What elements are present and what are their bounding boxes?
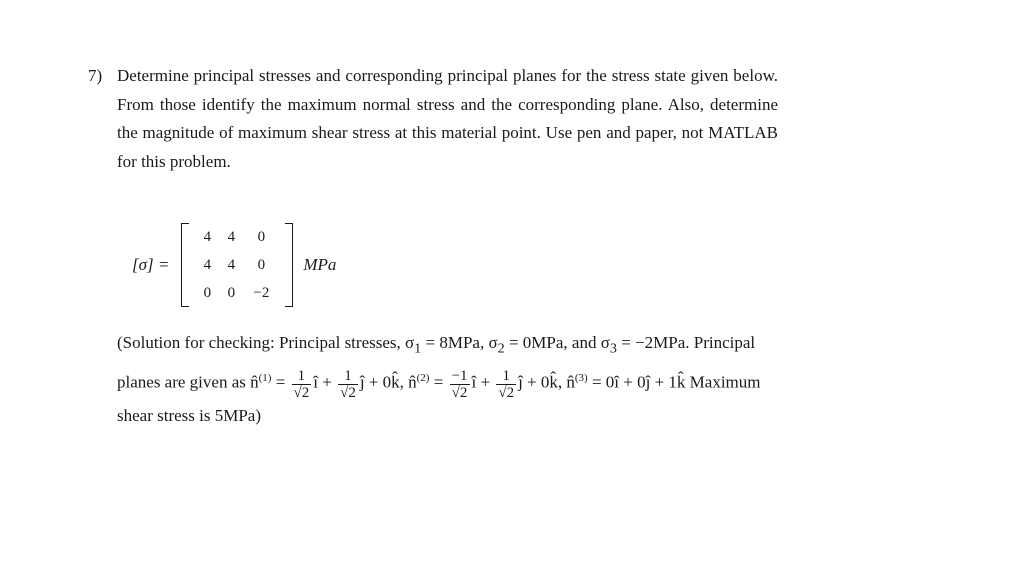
fraction [450,368,470,401]
numerator: 1 [292,368,312,385]
matrix-lhs: [σ] = [132,255,170,274]
matrix-cell: 0 [257,229,266,245]
numerator: 1 [338,368,358,385]
matrix-cell: 4 [203,229,212,245]
solution-part: î + [313,373,337,393]
denominator: √2 [498,384,515,401]
fraction [496,368,516,401]
numerator: −1 [451,367,468,384]
matrix-cell: 0 [227,285,236,301]
matrix-cell: 0 [257,257,266,273]
fraction [292,368,312,401]
solution-part: = [271,373,290,393]
solution-part: ĵ + 0k̂, n̂ [359,373,417,393]
solution-part: ĵ + 0k̂, n̂ [518,373,575,393]
solution-part: = −2MPa. Principal planes are given as n̂ [117,333,756,393]
solution-part: î + [471,373,491,393]
matrix-cell: 4 [203,257,212,273]
superscript: (2) [416,372,430,385]
solution-text [117,328,777,431]
solution-part: = 0î + 0ĵ + 1k̂ Maximum shear stress is 5MPa) [117,373,761,425]
denominator: √2 [451,384,468,401]
subscript: 2 [497,340,505,357]
matrix-cell: 0 [203,285,212,301]
problem-number: 7) [88,66,103,85]
matrix-cell: 4 [227,257,236,273]
right-bracket [285,223,293,307]
matrix-unit: MPa [303,255,337,274]
solution-part: = 0MPa, and σ [504,333,610,352]
solution-part: (Solution for checking: Principal stresses, σ [117,333,415,352]
fraction [338,368,358,401]
numerator: 1 [496,368,516,385]
solution-part: = [429,373,448,393]
superscript: (3) [574,372,588,385]
problem-statement [88,62,778,176]
denominator: √2 [340,384,356,401]
denominator: √2 [293,384,310,401]
subscript: 3 [609,340,617,357]
problem-text: Determine principal stresses and corresponding principal planes for the stress state given below. From those identify the maximum normal stress and the corresponding plane. Also, determine the magnitude of maximum shear stress at this material point. Use pen and paper, not MATLAB for this problem. [117,66,778,171]
matrix-cell: 4 [227,229,236,245]
subscript: 1 [414,340,422,357]
solution-part: = 8MPa, σ [421,333,498,352]
matrix-cell: −2 [253,285,270,301]
left-bracket [181,223,189,307]
matrix-grid [189,224,285,306]
superscript: (1) [258,372,272,385]
stress-matrix [132,222,336,308]
